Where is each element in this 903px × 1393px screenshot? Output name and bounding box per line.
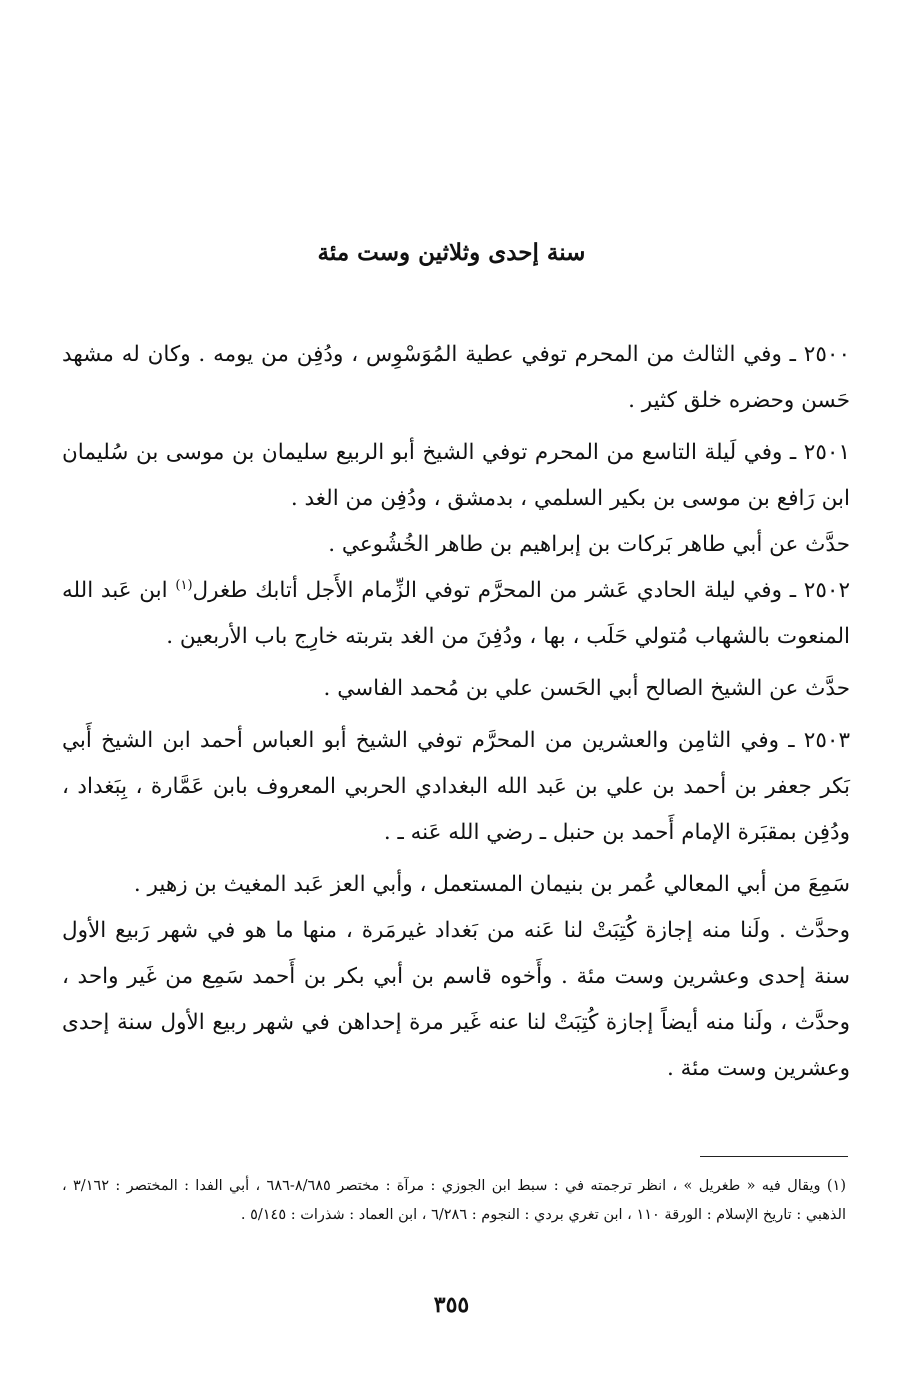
- footnote-text: (١) ويقال فيه « طغريل » ، انظر ترجمته في : سبط ابن الجوزي : مرآة : مختصر ٨/٦٨٥-٦٨٦ ، أبي الفدا : المختصر : ٣/١٦٢ ، الذهبي : تاريخ الإسلام : الورقة ١١٠ ، ابن تغري بردي : النجوم : ٦/٢٨٦ ، ابن العماد : شذرات : ٥/١٤٥ .: [62, 1178, 846, 1223]
- page-number: ٣٥٥: [433, 1292, 470, 1318]
- entry-2501-narration: حدَّث عن أبي طاهر بَركات بن إبراهيم بن طاهر الخُشُوعي .: [328, 532, 850, 557]
- main-text: [62, 332, 850, 1092]
- entry-2500: ٢٥٠٠ ـ وفي الثالث من المحرم توفي عطية المُوَسْوِس ، ودُفِن من يومه . وكان له مشهد حَسن وحضره خلق كثير .: [62, 342, 850, 413]
- entry-2503-heard: سَمِعَ من أبي المعالي عُمر بن بنيمان المستعمل ، وأبي العز عَبد المغيث بن زهير .: [133, 872, 850, 897]
- entry-2502: [62, 568, 850, 660]
- entry-2502-narration: حدَّث عن الشيخ الصالح أبي الحَسن علي بن مُحمد الفاسي .: [323, 676, 850, 701]
- entry-2502-continued: ابن عَبد الله المنعوت بالشهاب مُتولي حَلَب ، بها ، ودُفِنَ من الغد بتربته خارِج باب الأربعين .: [62, 578, 850, 649]
- footnote: [62, 1172, 846, 1230]
- entry-2502-text: ٢٥٠٢ ـ وفي ليلة الحادي عَشر من المحرَّم توفي الزِّمام الأَجل أتابك طغرل: [192, 578, 850, 603]
- entry-2503: ٢٥٠٣ ـ وفي الثامِن والعشرين من المحرَّم توفي الشيخ أبو العباس أحمد ابن الشيخ أَبي بَكر جعفر بن أحمد بن علي بن عَبد الله البغدادي الحربي المعروف بابن عَمَّارة ، بِبَغداد ، ودُفِن بمقبَرة الإمام أَحمد بن حنبل ـ رضي الله عَنه ـ .: [62, 728, 850, 845]
- footnote-divider: [700, 1156, 848, 1157]
- entry-2503-narration: وحدَّث . ولَنا منه إجازة كُتِبَتْ لنا عَنه من بَغداد غيرمَرة ، منها ما هو في شهر رَبيع الأول سنة إحدى وعشرين وست مئة . وأَخوه قاسم بن أبي بكر بن أَحمد سَمِع من غَير واحد ، وحدَّث ، ولَنا منه أيضاً إجازة كُتِبَتْ لنا عنه غَير مرة إحداهن في شهر ربيع الأول سنة إحدى وعشرين وست مئة .: [62, 918, 850, 1081]
- footnote-marker: (١): [175, 577, 193, 593]
- entry-2501: ٢٥٠١ ـ وفي لَيلة التاسع من المحرم توفي الشيخ أبو الربيع سليمان بن موسى بن سُليمان ابن رَافع بن موسى بن بكير السلمي ، بدمشق ، ودُفِن من الغد .: [62, 440, 850, 511]
- chapter-title: سنة إحدى وثلاثين وست مئة: [317, 239, 586, 266]
